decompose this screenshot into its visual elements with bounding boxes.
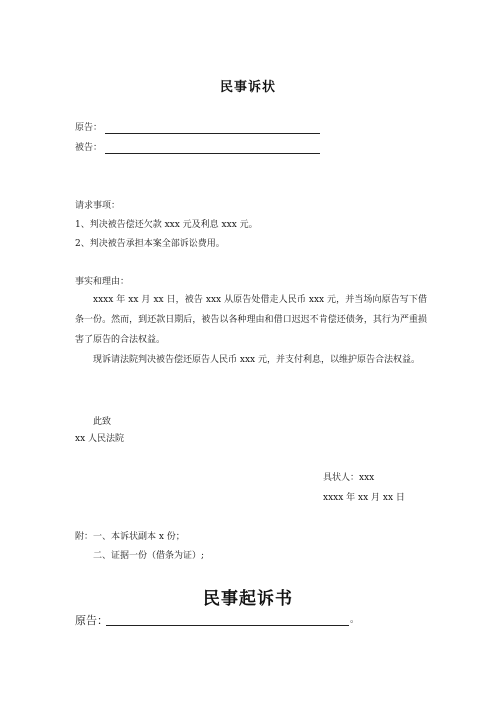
document-title: 民事诉状 (219, 80, 276, 95)
facts-paragraph-1: xxxx 年 xx 月 xx 日，被告 xxx 从原告处借走人民币 xxx 元，并当场向原告写下借条一份。然而，到还款日期后，被告以各种理由和借口迟迟不肯偿还债务，其行为严重损害了原告的合法权益。 (75, 295, 427, 345)
plaintiff-blank-line (105, 133, 320, 134)
defendant-label: 被告： (75, 143, 103, 153)
defendant-blank-line (105, 153, 320, 154)
salutation: 此致 (93, 417, 112, 427)
claim-item-1: 1、判决被告偿还欠款 xxx 元及利息 xxx 元。 (75, 220, 258, 230)
claim-item-2: 2、判决被告承担本案全部诉讼费用。 (75, 239, 225, 249)
second-plaintiff-label: 原告： (75, 614, 108, 627)
claims-heading: 请求事项： (75, 201, 121, 211)
attachment-item-2: 二、证据一份（借条为证）; (93, 551, 205, 561)
second-plaintiff-blank-line (106, 625, 349, 626)
filing-date: xxxx 年 xx 月 xx 日 (323, 493, 405, 503)
facts-paragraph-2: 现诉请法院判决被告偿还原告人民币 xxx 元，并支付利息，以维护原告合法权益。 (93, 355, 420, 365)
second-document-title: 民事起诉书 (203, 589, 293, 609)
filer-signature: 具状人：xxx (323, 473, 375, 483)
plaintiff-label: 原告： (75, 123, 103, 133)
second-plaintiff-end-mark: 。 (350, 615, 360, 625)
facts-heading: 事实和理由： (75, 277, 130, 287)
attachment-item-1: 附：一、本诉状副本 x 份； (75, 532, 185, 542)
court-name: xx 人民法院 (75, 434, 125, 444)
